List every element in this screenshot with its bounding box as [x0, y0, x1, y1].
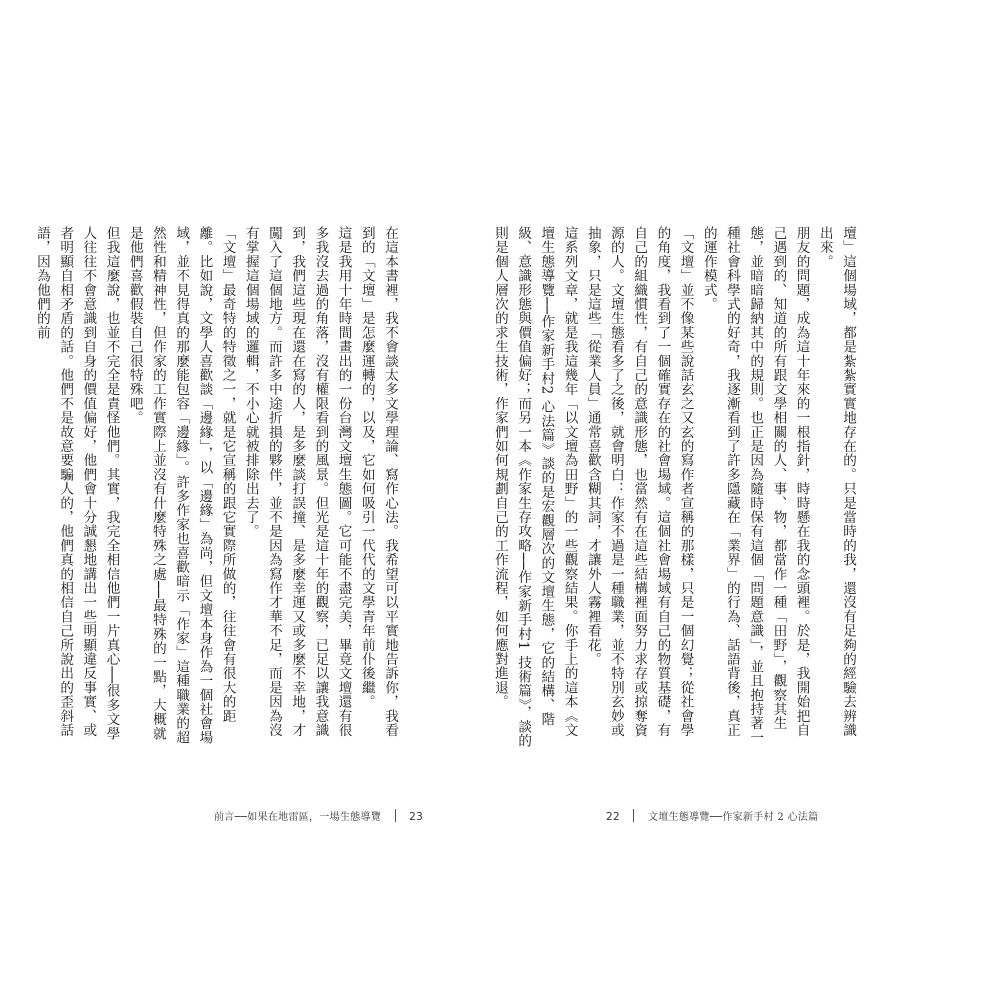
page-number: 23: [409, 811, 424, 823]
page-number: 22: [606, 811, 620, 823]
right-page: [491, 0, 1000, 1000]
paragraph: 「文壇」並不像某些說話玄之又玄的寫作者宣稱的那樣，只是一個幻覺；從社會學的角度，我看到了一個確實存在的社會場域。這個社會場域有自己的物質基礎，有自己的組織慣性，有自己的意識形態，也當然有在這些結構裡面努力求存或掠奪資源的人。文壇生態看多了之後，就會明白：作家不過是一種職業，並不特別玄妙或抽象，只是這些「從業人員」通常喜歡含糊其詞，才讓外人霧裡看花。: [584, 226, 694, 738]
paragraph: 這是我用十年時間畫出的一份台灣文壇生態圖。它可能不盡完美，畢竟文壇還有很多我沒去過的角落，沒有權限看到的風景。但光是這十年的觀察，已足以讓我意識到，我們這些現在還在寫的人，是多麼談打誤撞、是多麼幸運又或多麼不幸地，才闖入了這個地方。而許多中途折損的夥伴，並不是因為寫作才華不足，而是因為沒有掌握這個場域的邏輯，不小心就被排除出去了。: [242, 226, 352, 738]
running-title: 文壇生態導覽──作家新手村 2 心法篇: [647, 812, 819, 823]
left-page-body-text: [33, 226, 401, 748]
left-page-footer: [214, 808, 423, 823]
paragraph: 「文壇」最奇特的特徵之一，就是它宣稱的跟它實際所做的，往往會有很大的距離。比如說，文學人喜歡談「邊緣」，以「邊緣」為尚，但文壇本身作為一個社會場域，並不見得真的那麼能包容「邊緣」。許多作家也喜歡暗示「作家」這種職業的超然性和精神性，但作家的工作實際上並沒有什麼特殊之處──最特殊的一點，大概就是他們喜歡假裝自己很特殊吧。: [126, 226, 236, 745]
right-page-body-text: [491, 226, 859, 748]
running-title: 前言──如果在地雷區，一場生態導覽: [214, 812, 382, 823]
paragraph: 壇」這個場域，都是紮紮實實地存在的。只是當時的我，還沒有足夠的經驗去辨識出來。: [816, 226, 856, 738]
right-page-footer: [606, 808, 818, 823]
paragraph: 這系列文章，就是我這幾年「以文壇為田野」的一些觀察結果。你手上的這本《文壇生態導覽──作家新手村2 心法篇》談的是宏觀層次的文壇生態，它的結構、階級、意識形態與價值偏好；而另一本《作家生存攻略──作家新手村1 技術篇》，談的則是個人層次的求生技術，作家們如何規劃自己的工作流程，如何應對進退。: [491, 226, 578, 748]
footer-divider: [633, 809, 634, 822]
footer-divider: [395, 809, 396, 822]
paragraph: 在這本書裡，我不會談太多文學理論、寫作心法。我希望可以平實地告訴你，我看到的「文壇」是怎麼運轉的，以及，它如何吸引一代代的文學青年前仆後繼。: [358, 226, 398, 738]
paragraph: 但我這麼說，也並不完全是責怪他們。其實，我完全相信他們一片真心──很多文學人往往不會意識到自身的價值偏好，他們會十分誠懇地講出一些明顯違反事實、或者明顯自相矛盾的話。他們不是故意要騙人的，他們真的相信自己所說出的歪斜話語，因為他們的前: [33, 226, 120, 741]
paragraph: 朋友的問題，成為這十年來的一根指針，時時懸在我的念頭裡。於是，我開始把自己遇到的、知道的所有跟文學相關的人、事、物，都當作一種「田野」，觀察其生態，並暗暗歸納其中的規則。也正是因為隨時保有這個「問題意識」，並且抱持著一種社會科學式的好奇，我逐漸看到了許多隱藏在「業界」的行為、話語背後，真正的運作模式。: [700, 226, 810, 745]
